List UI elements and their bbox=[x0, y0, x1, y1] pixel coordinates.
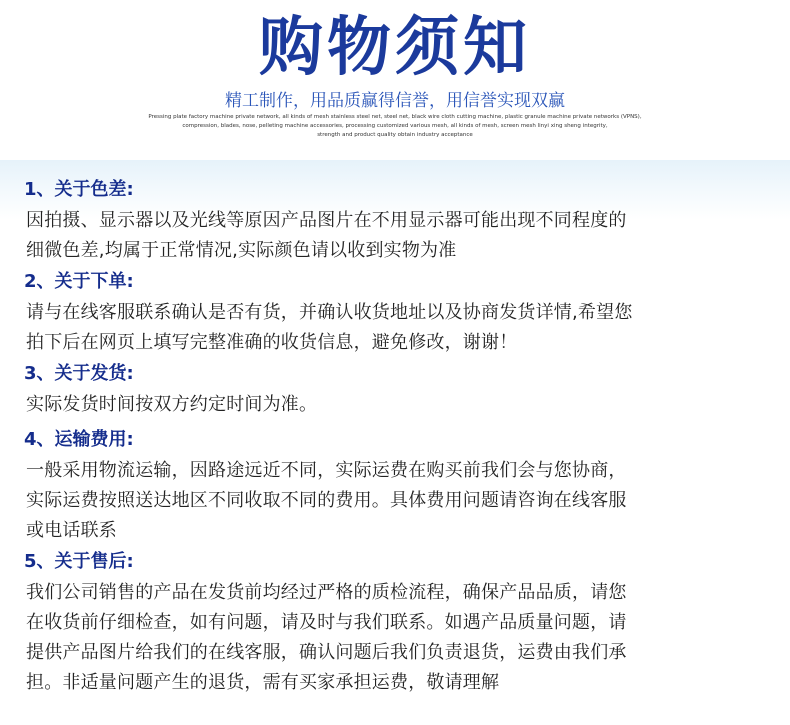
english-line: strength and product quality obtain industry acceptance bbox=[317, 132, 473, 138]
section-heading: 4、运输费用: bbox=[24, 429, 134, 450]
page-title: 购物须知 bbox=[259, 11, 531, 85]
section-line: 因拍摄、显示器以及光线等原因产品图片在不用显示器可能出现不同程度的 bbox=[26, 210, 627, 231]
english-line: compression, blades, nose, pelleting machine accessories, processing customized various mesh, all kinds of mesh, screen mesh linyi xing sheng integrity, bbox=[182, 123, 608, 129]
section-heading: 2、关于下单: bbox=[24, 271, 134, 292]
section-line: 实际发货时间按双方约定时间为准。 bbox=[26, 394, 318, 415]
section-line: 细微色差,均属于正常情况,实际颜色请以收到实物为准 bbox=[26, 240, 457, 261]
section-freight-cost bbox=[22, 428, 772, 546]
section-line: 一般采用物流运输，因路途远近不同，实际运费在购买前我们会与您协商， bbox=[26, 460, 627, 481]
section-after-sales bbox=[22, 550, 772, 698]
section-line: 担。非适量问题产生的退货，需有买家承担运费，敬请理解 bbox=[26, 672, 500, 693]
notice-content bbox=[22, 172, 772, 698]
header bbox=[0, 0, 790, 160]
section-line: 请与在线客服联系确认是否有货，并确认收货地址以及协商发货详情,希望您 bbox=[26, 302, 633, 323]
english-description bbox=[120, 113, 670, 140]
section-heading: 5、关于售后: bbox=[24, 551, 134, 572]
section-line: 或电话联系 bbox=[26, 520, 117, 541]
section-heading: 1、关于色差: bbox=[24, 179, 134, 200]
section-line: 在收货前仔细检查，如有问题，请及时与我们联系。如遇产品质量问题，请 bbox=[26, 612, 627, 633]
section-line: 拍下后在网页上填写完整准确的收货信息，避免修改，谢谢！ bbox=[26, 332, 518, 353]
section-heading: 3、关于发货: bbox=[24, 363, 134, 384]
section-shipping bbox=[22, 362, 772, 420]
english-line: Pressing plate factory machine private network, all kinds of mesh stainless steel net, steel net, black wire cloth cutting machine, plastic granule machine private networks (VPNS), bbox=[148, 114, 642, 120]
section-color-difference bbox=[22, 178, 772, 266]
slogan: 精工制作，用品质赢得信誉，用信誉实现双赢 bbox=[225, 91, 565, 111]
section-ordering bbox=[22, 270, 772, 358]
section-line: 实际运费按照送达地区不同收取不同的费用。具体费用问题请咨询在线客服 bbox=[26, 490, 627, 511]
section-line: 提供产品图片给我们的在线客服，确认问题后我们负责退货，运费由我们承 bbox=[26, 642, 627, 663]
section-line: 我们公司销售的产品在发货前均经过严格的质检流程，确保产品品质，请您 bbox=[26, 582, 627, 603]
